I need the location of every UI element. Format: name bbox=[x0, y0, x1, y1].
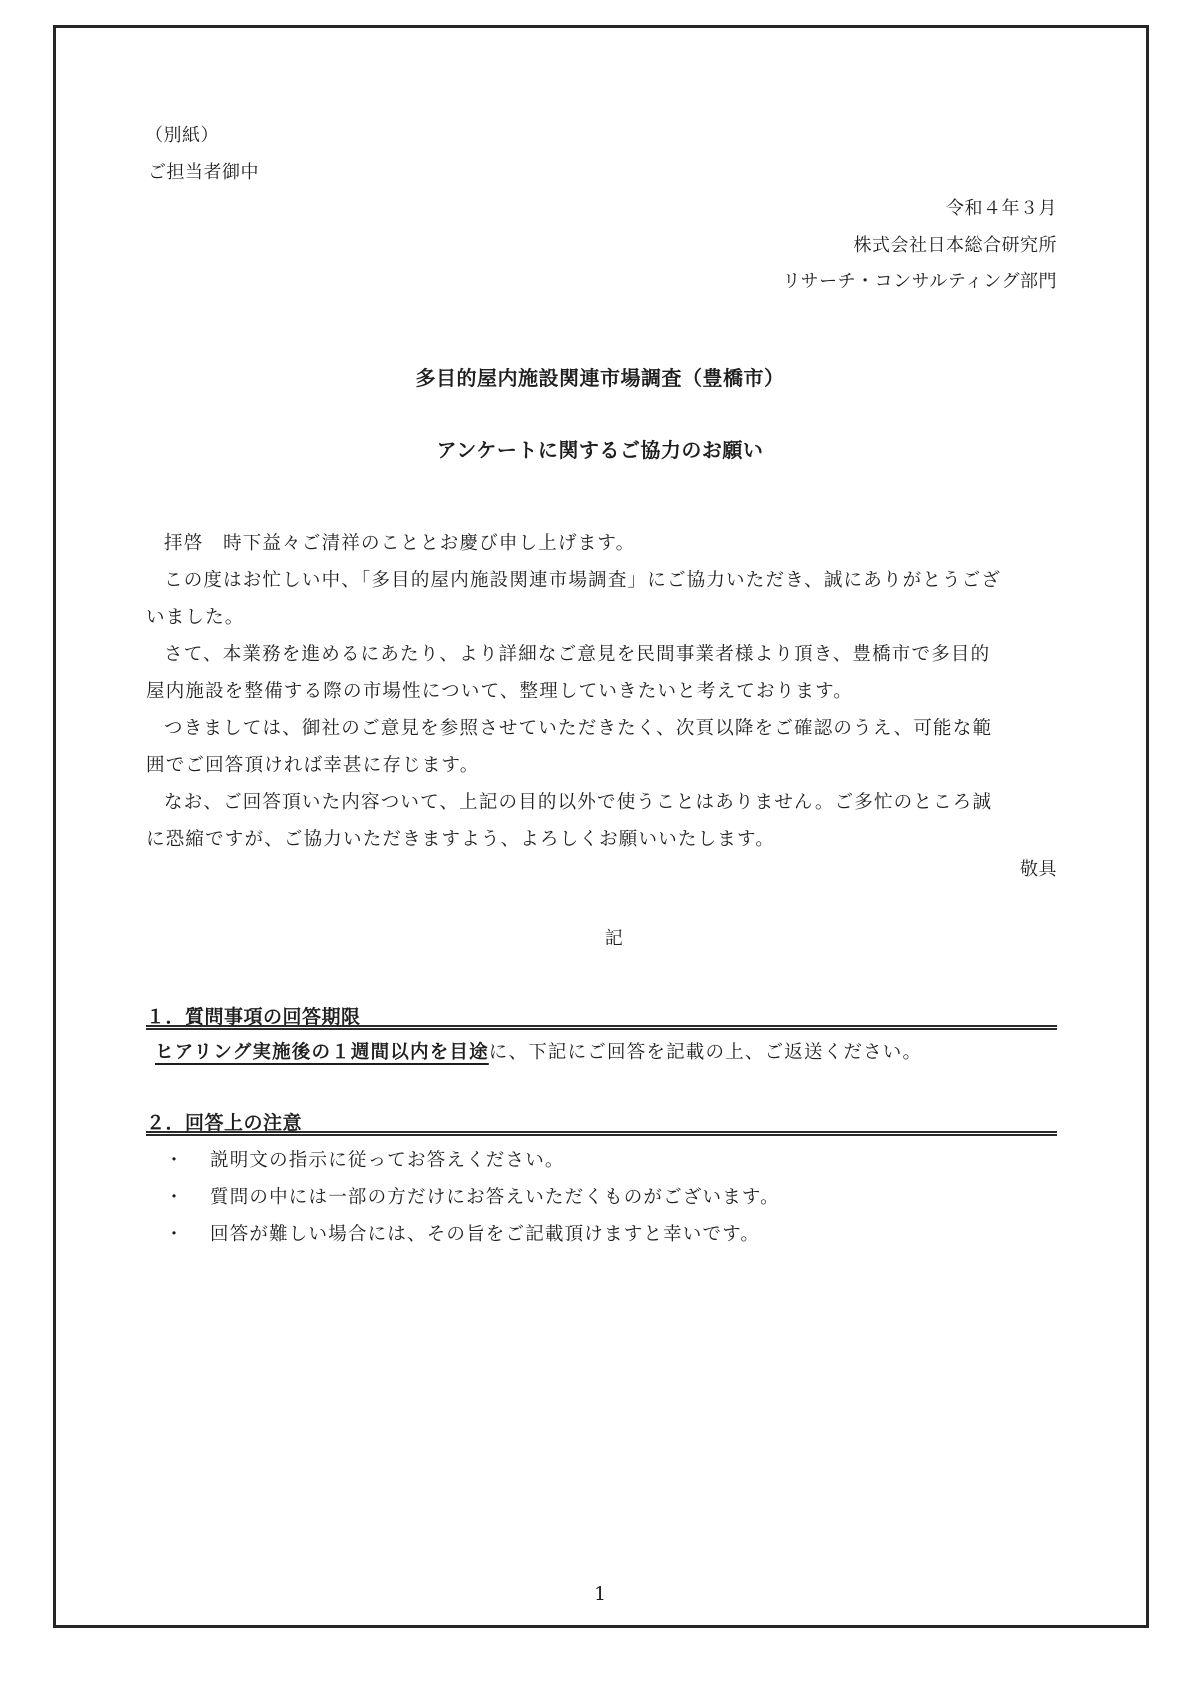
body-line: いました。 bbox=[146, 607, 245, 628]
body-line: 拝啓 時下益々ご清祥のこととお慶び申し上げます。 bbox=[164, 533, 636, 554]
section-1-text bbox=[155, 1038, 922, 1064]
bullet-item: 質問の中には一部の方だけにお答えいただくものがございます。 bbox=[210, 1187, 780, 1208]
body-line: 屋内施設を整備する際の市場性について、整理していきたいと考えております。 bbox=[146, 681, 853, 702]
sub-title: アンケートに関するご協力のお願い bbox=[436, 438, 764, 462]
department-name: リサーチ・コンサルティング部門 bbox=[782, 271, 1057, 292]
bullet-item: 回答が難しい場合には、その旨をご記載頂けますと幸いです。 bbox=[210, 1224, 761, 1245]
section-2-double-rule bbox=[146, 1131, 1057, 1136]
section-1-double-rule bbox=[146, 1025, 1057, 1030]
addressee: ご担当者御中 bbox=[148, 162, 259, 183]
body-line: に恐縮ですが、ご協力いただきますよう、よろしくお願いいたします。 bbox=[146, 829, 775, 850]
bullet-mark: ・ bbox=[165, 1224, 183, 1245]
main-title: 多目的屋内施設関連市場調査（豊橋市） bbox=[415, 366, 785, 390]
deadline-emphasis: ヒアリング実施後の１週間以内を目途 bbox=[155, 1042, 489, 1063]
bullet-mark: ・ bbox=[165, 1187, 183, 1208]
body-line: つきましては、御社のご意見を参照させていただきたく、次頁以降をご確認のうえ、可能な範 bbox=[164, 718, 993, 739]
section-1-heading: １．質問事項の回答期限 bbox=[146, 1006, 361, 1028]
bullet-mark: ・ bbox=[165, 1150, 183, 1171]
deadline-instruction: に、下記にご回答を記載の上、ご返送ください。 bbox=[488, 1042, 923, 1063]
company-name: 株式会社日本総合研究所 bbox=[853, 235, 1057, 256]
body-line: なお、ご回答頂いた内容ついて、上記の目的以外で使うことはありません。ご多忙のところ誠 bbox=[164, 792, 993, 813]
ki-marker: 記 bbox=[604, 928, 624, 949]
page-number: 1 bbox=[593, 1583, 607, 1605]
bullet-item: 説明文の指示に従ってお答えください。 bbox=[210, 1150, 565, 1171]
body-line: この度はお忙しい中、「多目的屋内施設関連市場調査」にご協力いただき、誠にありがとうござ bbox=[164, 570, 1002, 591]
body-line: さて、本業務を進めるにあたり、より詳細なご意見を民間事業者様より頂き、豊橋市で多目的 bbox=[164, 644, 991, 665]
closing-keigu: 敬具 bbox=[1020, 859, 1057, 880]
section-2-heading: ２．回答上の注意 bbox=[146, 1112, 303, 1134]
date: 令和４年３月 bbox=[946, 198, 1057, 219]
attachment-label: （別紙） bbox=[145, 125, 219, 146]
body-line: 囲でご回答頂ければ幸甚に存じます。 bbox=[146, 755, 480, 776]
